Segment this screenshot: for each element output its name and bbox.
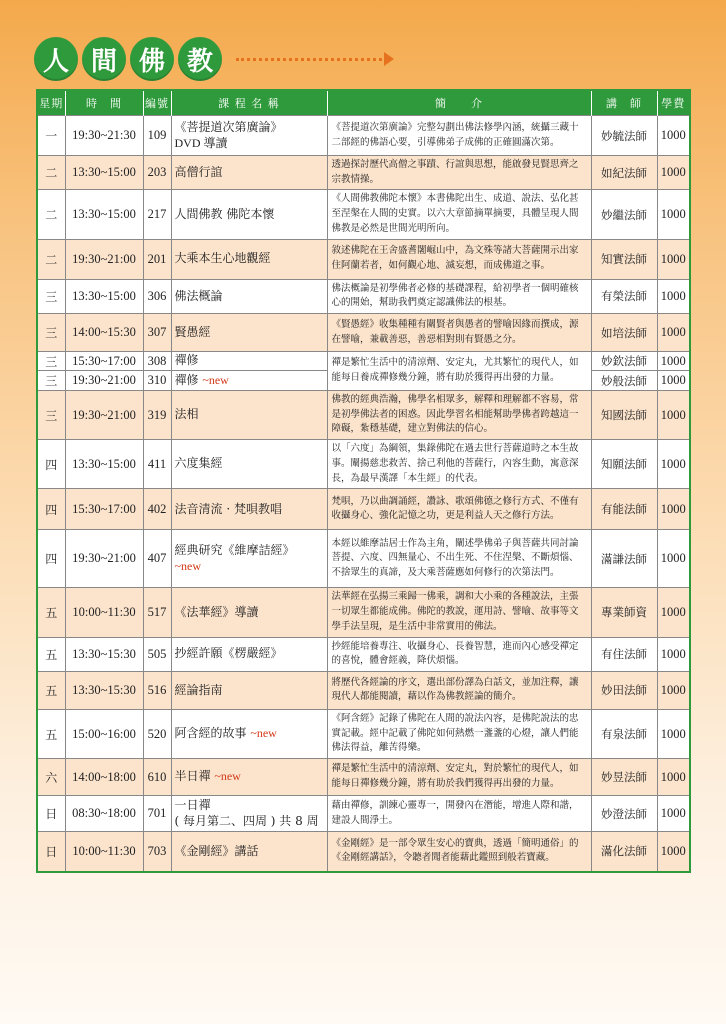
table-row	[37, 832, 690, 872]
time-cell: 19:30~21:00	[65, 391, 143, 440]
course-name: 經論指南	[174, 682, 223, 697]
fee-cell: 1000	[657, 116, 690, 156]
column-header-time: 時 間	[65, 90, 143, 116]
fee-cell: 1000	[657, 832, 690, 872]
course-name: 《法華經》導讀	[174, 604, 259, 619]
code-cell: 203	[143, 156, 171, 190]
time-cell: 14:00~18:00	[65, 759, 143, 796]
fee-cell: 1000	[657, 279, 690, 313]
course-name-cell	[171, 352, 327, 371]
course-name-cell	[171, 637, 327, 671]
table-row	[37, 709, 690, 758]
fee-cell: 1000	[657, 314, 690, 352]
description-cell: 以「六度」為綱領，集錄佛陀在過去世行菩薩道時之本生故事。闡揚慈悲救苦、捨己利他的菩薩行，內容生動，寓意深長，為最早漢譯「本生經」的代表。	[327, 440, 591, 489]
description-cell: 佛法概論是初學佛者必修的基礎課程，給初學者一個明確核心的開始，幫助我們奠定認識佛法的根基。	[327, 279, 591, 313]
time-cell: 13:30~15:00	[65, 156, 143, 190]
fee-cell: 1000	[657, 489, 690, 530]
table-row	[37, 156, 690, 190]
course-name-cell	[171, 279, 327, 313]
code-cell: 310	[143, 371, 171, 391]
time-cell: 13:30~15:00	[65, 440, 143, 489]
time-cell: 19:30~21:00	[65, 239, 143, 279]
description-cell: 抄經能培養專注、收攝身心、長養智慧，進而內心感受禪定的喜悅，體會經義，降伏煩惱。	[327, 637, 591, 671]
code-cell: 517	[143, 588, 171, 637]
description-cell: 《金剛經》是一部令眾生安心的寶典，透過「簡明通俗」的《金剛經講話》，令聽者聞者能藉此鑑照到般若寶藏。	[327, 832, 591, 872]
table-row	[37, 440, 690, 489]
day-cell: 四	[37, 530, 65, 588]
title-char: 間	[82, 37, 126, 81]
description-cell: 禪是繁忙生活中的清涼劑、安定丸，對於繁忙的現代人，如能每日禪修幾分鐘，將有助於我們獲得再出發的力量。	[327, 759, 591, 796]
course-name-cell	[171, 116, 327, 156]
course-name: 大乘本生心地觀經	[174, 251, 271, 266]
teacher-cell: 知實法師	[591, 239, 657, 279]
day-cell: 五	[37, 709, 65, 758]
course-name: 人間佛教 佛陀本懷	[174, 206, 275, 221]
description-cell: 法華經在弘揚三乘歸一佛乘，調和大小乘的各種說法，主張一切眾生都能成佛。佛陀的教說，運用詩、譬喻、故事等文學手法呈現，是生活中非常實用的佛法。	[327, 588, 591, 637]
course-name-cell	[171, 832, 327, 872]
table-row	[37, 530, 690, 588]
code-cell: 610	[143, 759, 171, 796]
course-name-cell	[171, 314, 327, 352]
teacher-cell: 知國法師	[591, 391, 657, 440]
course-name-cell	[171, 239, 327, 279]
course-name-cell	[171, 671, 327, 709]
course-name-cell	[171, 391, 327, 440]
day-cell: 五	[37, 671, 65, 709]
day-cell: 一	[37, 116, 65, 156]
description-cell: 梵唄，乃以曲調誦經，讚詠、歌頌佛德之修行方式、不僅有收攝身心、強化記憶之功，更是利益人天之修行方法。	[327, 489, 591, 530]
time-cell: 15:30~17:00	[65, 352, 143, 371]
time-cell: 13:30~15:00	[65, 279, 143, 313]
table-row	[37, 116, 690, 156]
teacher-cell: 妙般法師	[591, 371, 657, 391]
time-cell: 15:00~16:00	[65, 709, 143, 758]
teacher-cell: 滿謙法師	[591, 530, 657, 588]
teacher-cell: 有能法師	[591, 489, 657, 530]
code-cell: 701	[143, 796, 171, 832]
time-cell: 13:30~15:00	[65, 190, 143, 239]
teacher-cell: 妙繼法師	[591, 190, 657, 239]
column-header-day: 星期	[37, 90, 65, 116]
dotted-line-decoration	[236, 58, 382, 61]
course-name: 佛法概論	[174, 288, 223, 303]
fee-cell: 1000	[657, 530, 690, 588]
day-cell: 二	[37, 239, 65, 279]
day-cell: 三	[37, 352, 65, 371]
column-header-teacher: 講 師	[591, 90, 657, 116]
day-cell: 日	[37, 832, 65, 872]
course-name: 阿含經的故事	[174, 726, 247, 741]
description-cell: 《菩提道次第廣論》完整勾劃出佛法修學內涵，統攝三藏十二部經的佛語心要，引導佛弟子成佛的正確圓滿次第。	[327, 116, 591, 156]
description-cell: 透過探討歷代高僧之事蹟、行誼與思想，能啟發見賢思齊之宗教情操。	[327, 156, 591, 190]
teacher-cell: 妙欽法師	[591, 352, 657, 371]
time-cell: 19:30~21:30	[65, 116, 143, 156]
course-name-cell	[171, 530, 327, 588]
page-header	[34, 36, 394, 82]
fee-cell: 1000	[657, 239, 690, 279]
course-name: 經典研究《維摩詰經》	[174, 543, 295, 558]
day-cell: 三	[37, 371, 65, 391]
code-cell: 201	[143, 239, 171, 279]
time-cell: 08:30~18:00	[65, 796, 143, 832]
fee-cell: 1000	[657, 588, 690, 637]
teacher-cell: 專業師資	[591, 588, 657, 637]
code-cell: 307	[143, 314, 171, 352]
column-header-description: 簡 介	[327, 90, 591, 116]
table-row	[37, 759, 690, 796]
course-name: 賢愚經	[174, 324, 211, 339]
teacher-cell: 如培法師	[591, 314, 657, 352]
course-name-cell	[171, 796, 327, 832]
description-cell: 本經以維摩詰居士作為主角，闡述學佛弟子與菩薩共同討論菩提、六度、四無量心、不出生死、不住涅槃、不斷煩惱、不捨眾生的真諦，及大乘菩薩應如何修行的次第法門。	[327, 530, 591, 588]
description-cell: 《阿含經》記錄了佛陀在人間的說法內容，是佛陀說法的忠實記載。經中記載了佛陀如何熱燃一盞盞的心燈，讓人們能佛法得益，離苦得樂。	[327, 709, 591, 758]
teacher-cell: 妙澄法師	[591, 796, 657, 832]
arrow-right-icon	[384, 52, 394, 66]
code-cell: 505	[143, 637, 171, 671]
course-name-cell	[171, 709, 327, 758]
time-cell: 13:30~15:30	[65, 637, 143, 671]
table-row	[37, 637, 690, 671]
table-row	[37, 391, 690, 440]
teacher-cell: 滿化法師	[591, 832, 657, 872]
teacher-cell: 知願法師	[591, 440, 657, 489]
table-row	[37, 588, 690, 637]
course-name: 法音清流 · 梵唄教唱	[174, 501, 282, 516]
table-row	[37, 489, 690, 530]
description-cell: 《賢愚經》收集種種有關賢者與愚者的譬喻因緣而撰成，源在譬喻，兼載善惡，善惡相對則有賢愚之分。	[327, 314, 591, 352]
course-subtitle: ( 每月第二、四周 ) 共 8 周	[174, 813, 319, 828]
column-header-fee: 學費	[657, 90, 690, 116]
fee-cell: 1000	[657, 759, 690, 796]
column-header-code: 編號	[143, 90, 171, 116]
teacher-cell: 有榮法師	[591, 279, 657, 313]
description-cell: 藉由禪修，訓練心靈專一，開發內在潛能，增進人際和諧，建設人間淨土。	[327, 796, 591, 832]
teacher-cell: 妙田法師	[591, 671, 657, 709]
day-cell: 六	[37, 759, 65, 796]
day-cell: 三	[37, 391, 65, 440]
time-cell: 10:00~11:30	[65, 588, 143, 637]
code-cell: 217	[143, 190, 171, 239]
time-cell: 14:00~15:30	[65, 314, 143, 352]
course-name: 高僧行誼	[174, 164, 223, 179]
course-name: 禪修	[174, 372, 199, 387]
day-cell: 日	[37, 796, 65, 832]
course-name-cell	[171, 190, 327, 239]
table-row	[37, 671, 690, 709]
new-badge: ~new	[250, 726, 277, 741]
fee-cell: 1000	[657, 796, 690, 832]
teacher-cell: 有泉法師	[591, 709, 657, 758]
course-name: 法相	[174, 407, 199, 422]
time-cell: 19:30~21:00	[65, 371, 143, 391]
teacher-cell: 妙毓法師	[591, 116, 657, 156]
description-cell: 禪是繁忙生活中的清涼劑、安定丸，尤其繁忙的現代人，如能每日養成禪修幾分鐘，將有助於獲得再出發的力量。	[327, 352, 591, 391]
table-row	[37, 239, 690, 279]
table-row	[37, 796, 690, 832]
day-cell: 四	[37, 440, 65, 489]
course-table	[36, 89, 691, 873]
fee-cell: 1000	[657, 156, 690, 190]
fee-cell: 1000	[657, 190, 690, 239]
day-cell: 三	[37, 279, 65, 313]
course-name: 《菩提道次第廣論》	[174, 119, 283, 134]
time-cell: 15:30~17:00	[65, 489, 143, 530]
table-row	[37, 314, 690, 352]
code-cell: 319	[143, 391, 171, 440]
course-name-cell	[171, 156, 327, 190]
day-cell: 二	[37, 190, 65, 239]
time-cell: 13:30~15:30	[65, 671, 143, 709]
time-cell: 19:30~21:00	[65, 530, 143, 588]
new-badge: ~new	[202, 372, 229, 387]
table-row	[37, 279, 690, 313]
code-cell: 520	[143, 709, 171, 758]
code-cell: 402	[143, 489, 171, 530]
title-char: 佛	[130, 37, 174, 81]
description-cell: 敘述佛陀在王舍盛耆闍崛山中，為文殊等諸大菩薩開示出家住阿蘭若者，如何觀心地、滅妄想，而成佛道之事。	[327, 239, 591, 279]
teacher-cell: 有住法師	[591, 637, 657, 671]
title-char: 人	[34, 37, 78, 81]
title-char: 教	[178, 37, 222, 81]
code-cell: 109	[143, 116, 171, 156]
day-cell: 四	[37, 489, 65, 530]
course-name: 半日禪	[174, 769, 211, 784]
new-badge: ~new	[174, 558, 201, 573]
table-header-row	[37, 90, 690, 116]
course-subtitle: DVD 導讀	[174, 135, 228, 150]
column-header-course: 課 程 名 稱	[171, 90, 327, 116]
fee-cell: 1000	[657, 709, 690, 758]
code-cell: 308	[143, 352, 171, 371]
day-cell: 五	[37, 637, 65, 671]
course-name-cell	[171, 440, 327, 489]
description-cell: 《人間佛教佛陀本懷》本書佛陀出生、成道、說法、弘化甚至涅槃在人間的史實。以六大章節摘單摘要，具體呈現人間佛教是必然是世間光明所向。	[327, 190, 591, 239]
course-name: 抄經許願《楞嚴經》	[174, 646, 283, 661]
new-badge: ~new	[214, 769, 241, 784]
teacher-cell: 妙昱法師	[591, 759, 657, 796]
fee-cell: 1000	[657, 371, 690, 391]
day-cell: 二	[37, 156, 65, 190]
course-name: 《金剛經》講話	[174, 843, 259, 858]
fee-cell: 1000	[657, 440, 690, 489]
code-cell: 407	[143, 530, 171, 588]
code-cell: 703	[143, 832, 171, 872]
code-cell: 516	[143, 671, 171, 709]
fee-cell: 1000	[657, 352, 690, 371]
fee-cell: 1000	[657, 391, 690, 440]
day-cell: 三	[37, 314, 65, 352]
table-row	[37, 352, 690, 371]
code-cell: 411	[143, 440, 171, 489]
day-cell: 五	[37, 588, 65, 637]
time-cell: 10:00~11:30	[65, 832, 143, 872]
description-cell: 將歷代各經論的序文，選出部份譯為白話文，並加注釋，讓現代人都能閱讀，藉以作為佛教經論的簡介。	[327, 671, 591, 709]
teacher-cell: 如紀法師	[591, 156, 657, 190]
fee-cell: 1000	[657, 671, 690, 709]
fee-cell: 1000	[657, 637, 690, 671]
course-name: 一日禪	[174, 798, 211, 812]
course-name-cell	[171, 588, 327, 637]
course-name-cell	[171, 489, 327, 530]
code-cell: 306	[143, 279, 171, 313]
table-row	[37, 190, 690, 239]
course-name-cell	[171, 759, 327, 796]
course-name: 禪修	[174, 353, 199, 368]
course-name-cell	[171, 371, 327, 391]
description-cell: 佛教的經典浩瀚，佛學名相眾多，解釋和理解都不容易，常是初學佛法者的困惑。因此學習名相能幫助學佛者跨越這一障礙，紮穩基礎，建立對佛法的信心。	[327, 391, 591, 440]
course-name: 六度集經	[174, 456, 223, 471]
